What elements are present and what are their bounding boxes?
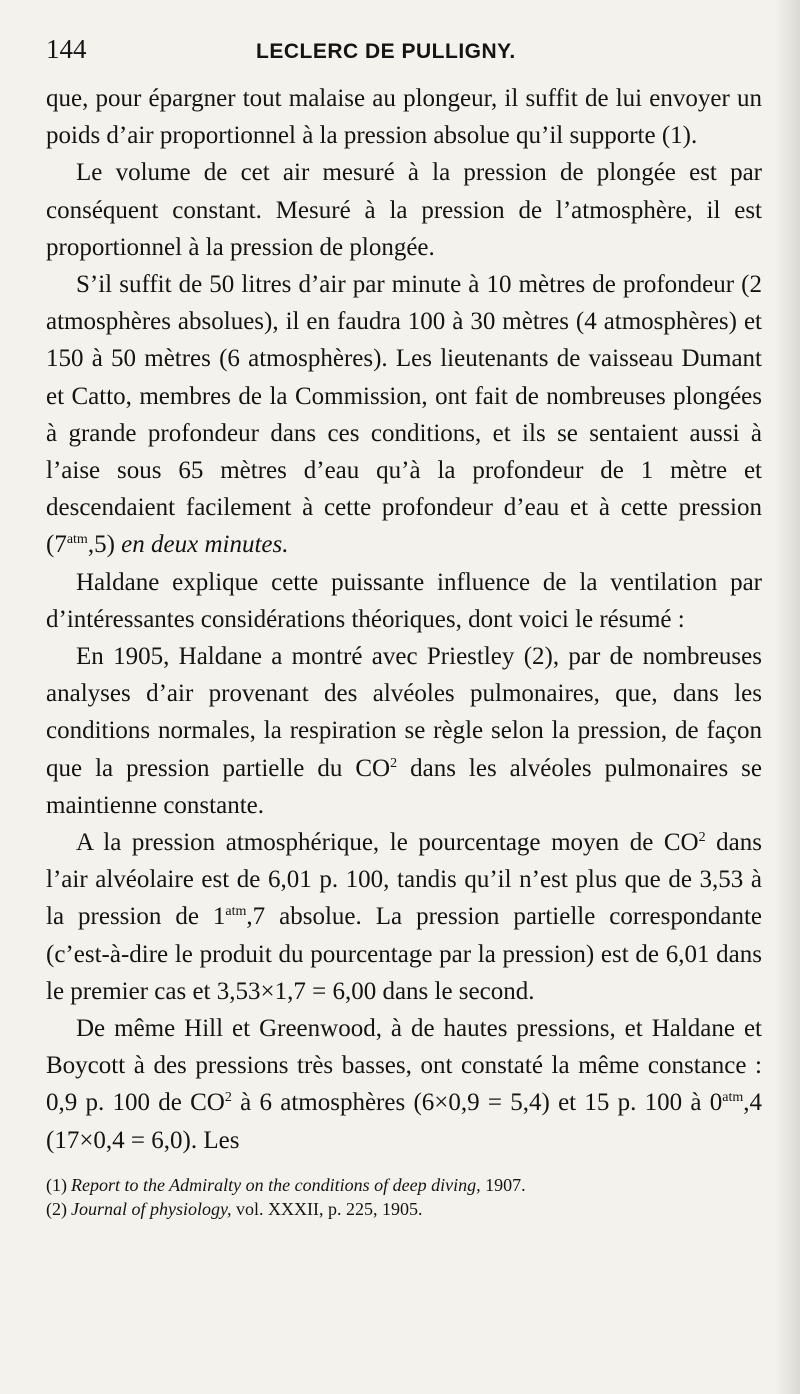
- paragraph-4: [46, 564, 762, 638]
- paragraph-6-text-b: dans l’air alvéolaire est de 6,01 p. 100, tandis qu’il n’est plus que de 3,53 à la pression de 1: [46, 829, 762, 931]
- paragraph-1-text: que, pour épargner tout malaise au plongeur, il suffit de lui envoyer un poids d’air proportionnel à la pression absolue qu’il supporte (1).: [46, 85, 762, 150]
- paragraph-6-text-a: A la pression atmosphérique, le pourcentage moyen de CO: [76, 829, 699, 857]
- paragraph-5-text-a: En 1905, Haldane a montré avec Priestley (2), par de nombreuses analyses d’air provenant des alvéoles pulmonaires, que, dans les conditions normales, la respiration se règle selon la pression, de façon que la pression partielle du CO: [46, 643, 762, 782]
- paragraph-7-text-b: à 6 atmosphères (6×0,9 = 5,4) et 15 p. 100 à 0: [231, 1089, 723, 1117]
- footnote-1: [46, 1173, 762, 1197]
- footnote-rest: vol. XXXII, p. 225, 1905.: [231, 1198, 423, 1219]
- superscript-2: 2: [390, 755, 398, 771]
- paragraph-3-text-b: ,5): [87, 531, 122, 559]
- page-number: 144: [46, 34, 87, 64]
- superscript-2: 2: [224, 1090, 232, 1106]
- paragraph-7: [46, 1010, 762, 1159]
- superscript-atm: atm: [722, 1090, 744, 1106]
- paragraph-4-text: Haldane explique cette puissante influence de la ventilation par d’intéressantes considérations théoriques, dont voici le résumé :: [46, 568, 762, 633]
- paragraph-2: [46, 154, 762, 266]
- running-head: [46, 34, 762, 80]
- footnote-rest: 1907.: [480, 1174, 526, 1195]
- paragraph-6-text-c: ,7 absolue. La pression partielle correspondante (c’est-à-dire le produit du pourcentage par la pression) est de 6,01 dans le premier cas et 3,53×1,7 = 6,00 dans le second.: [46, 903, 763, 1005]
- body-text: [46, 80, 762, 1159]
- paragraph-3-italic: en deux minutes.: [121, 531, 289, 559]
- footnote-title: Report to the Admiralty on the conditions of deep diving,: [71, 1174, 481, 1195]
- paragraph-3: [46, 266, 762, 564]
- page-edge-shadow: [774, 0, 800, 1394]
- paragraph-1: [46, 80, 762, 154]
- footnote-title: Journal of physiology,: [71, 1198, 232, 1219]
- paragraph-5: [46, 638, 762, 824]
- footnote-mark: (2): [46, 1198, 67, 1219]
- paragraph-7-text-a: De même Hill et Greenwood, à de hautes pressions, et Haldane et Boycott à des pressions très basses, ont constaté la même constance : 0,9 p. 100 de CO: [46, 1015, 762, 1117]
- paragraph-7-text-c: ,4 (17×0,4 = 6,0). Les: [46, 1089, 762, 1154]
- superscript-atm: atm: [66, 532, 88, 548]
- paragraph-3-text-a: S’il suffit de 50 litres d’air par minute à 10 mètres de profondeur (2 atmosphères absolues), il en faudra 100 à 30 mètres (4 atmosphères) et 150 à 50 mètres (6 atmosphères). Les lieutenants de vaisseau Dumant et Catto, membres de la Commission, ont fait de nombreuses plongées à grande profondeur dans ces conditions, et ils se sentaient aussi à l’aise sous 65 mètres d’eau qu’à la profondeur de 1 mètre et descendaient facilement à cette profondeur d’eau et à cette pression (7: [46, 271, 762, 559]
- paragraph-5-text-b: dans les alvéoles pulmonaires se maintienne constante.: [46, 754, 763, 819]
- superscript-atm: atm: [225, 904, 247, 920]
- footnote-mark: (1): [46, 1174, 67, 1195]
- superscript-2: 2: [698, 830, 706, 846]
- footnote-2: [46, 1197, 762, 1221]
- paragraph-2-text: Le volume de cet air mesuré à la pression de plongée est par conséquent constant. Mesuré à la pression de l’atmosphère, il est proportionnel à la pression de plongée.: [46, 159, 762, 261]
- paragraph-6: [46, 824, 762, 1010]
- footnotes: [46, 1173, 762, 1221]
- running-title: LECLERC DE PULLIGNY.: [256, 40, 516, 63]
